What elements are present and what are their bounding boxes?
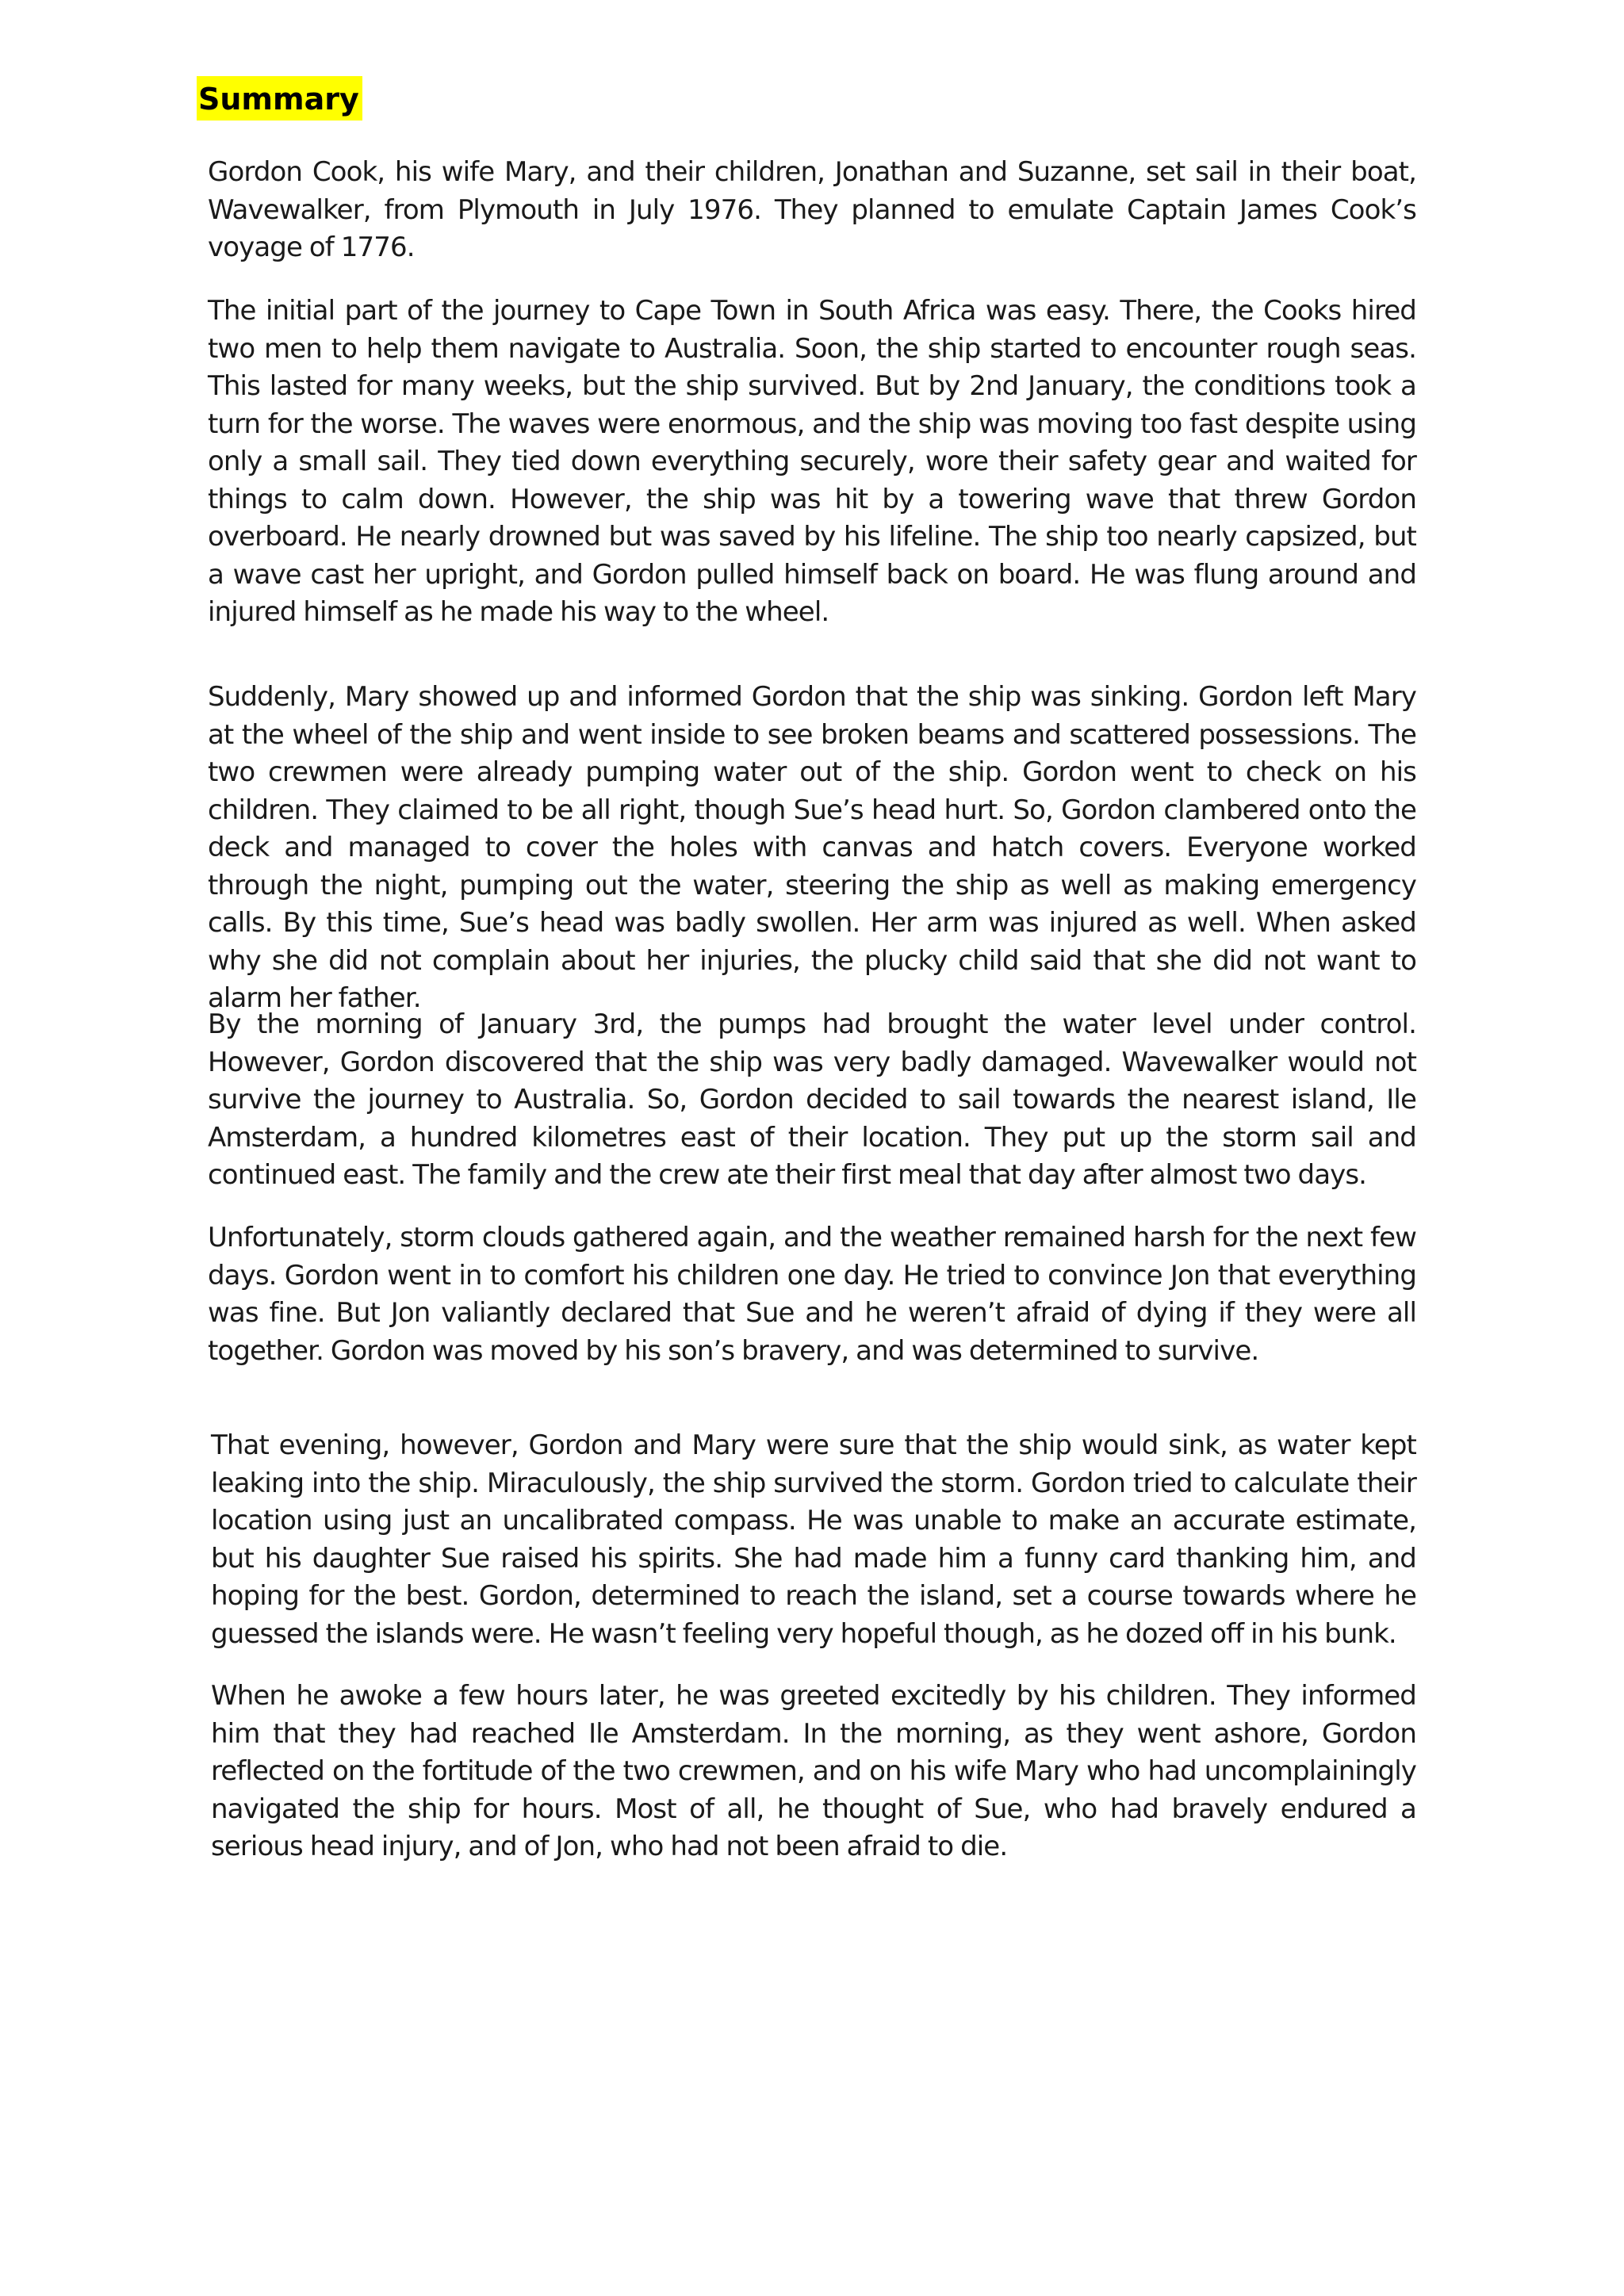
summary-heading: Summary	[197, 76, 362, 121]
paragraph-voyage-intro: Gordon Cook, his wife Mary, and their children, Jonathan and Suzanne, set sail in their boat, Wavewalker, from Plymouth in July 1976. They planned to emulate Captain James Cook’s voyage of 1776.	[208, 156, 1416, 263]
paragraph-ship-sinking: Suddenly, Mary showed up and informed Gordon that the ship was sinking. Gordon left Mary at the wheel of the ship and went inside to see broken beams and scattered possessions. The two crewmen were already pumping water out of the ship. Gordon went to check on his children. They claimed to be all right, though Sue’s head hurt. So, Gordon clambered onto the deck and managed to cover the holes with canvas and hatch covers. Everyone worked through the night, pumping out the water, steering the ship as well as making emergency calls. By this time, Sue’s head was badly swollen. Her arm was injured as well. When asked why she did not complain about her injuries, the plucky child said that she did not want to alarm her father.	[208, 681, 1416, 1014]
paragraph-navigation: That evening, however, Gordon and Mary were sure that the ship would sink, as water kept leaking into the ship. Miraculously, the ship survived the storm. Gordon tried to calculate their location using just an uncalibrated compass. He was unable to make an accurate estimate, but his daughter Sue raised his spirits. She had made him a funny card thanking him, and hoping for the best. Gordon, determined to reach the island, set a course towards where he guessed the islands were. He wasn’t feeling very hopeful though, as he dozed off in his bunk.	[211, 1429, 1416, 1650]
paragraph-damage-assessment: By the morning of January 3rd, the pumps had brought the water level under control. However, Gordon discovered that the ship was very badly damaged. Wavewalker would not survive the journey to Australia. So, Gordon decided to sail towards the nearest island, Ile Amsterdam, a hundred kilometres east of their location. They put up the storm sail and continued east. The family and the crew ate their first meal that day after almost two days.	[208, 1008, 1416, 1191]
paragraph-reaching-island: When he awoke a few hours later, he was greeted excitedly by his children. They informed him that they had reached Ile Amsterdam. In the morning, as they went ashore, Gordon reflected on the fortitude of the two crewmen, and on his wife Mary who had uncomplainingly navigated the ship for hours. Most of all, he thought of Sue, who had bravely endured a serious head injury, and of Jon, who had not been afraid to die.	[211, 1680, 1416, 1862]
paragraph-rough-seas: The initial part of the journey to Cape Town in South Africa was easy. There, the Cooks hired two men to help them navigate to Australia. Soon, the ship started to encounter rough seas. This lasted for many weeks, but the ship survived. But by 2nd January, the conditions took a turn for the worse. The waves were enormous, and the ship was moving too fast despite using only a small sail. They tied down everything securely, wore their safety gear and waited for things to calm down. However, the ship was hit by a towering wave that threw Gordon overboard. He nearly drowned but was saved by his lifeline. The ship too nearly capsized, but a wave cast her upright, and Gordon pulled himself back on board. He was flung around and injured himself as he made his way to the wheel.	[208, 295, 1416, 628]
paragraph-storm-returns: Unfortunately, storm clouds gathered again, and the weather remained harsh for the next few days. Gordon went in to comfort his children one day. He tried to convince Jon that everything was fine. But Jon valiantly declared that Sue and he weren’t afraid of dying if they were all together. Gordon was moved by his son’s bravery, and was determined to survive.	[208, 1222, 1416, 1367]
